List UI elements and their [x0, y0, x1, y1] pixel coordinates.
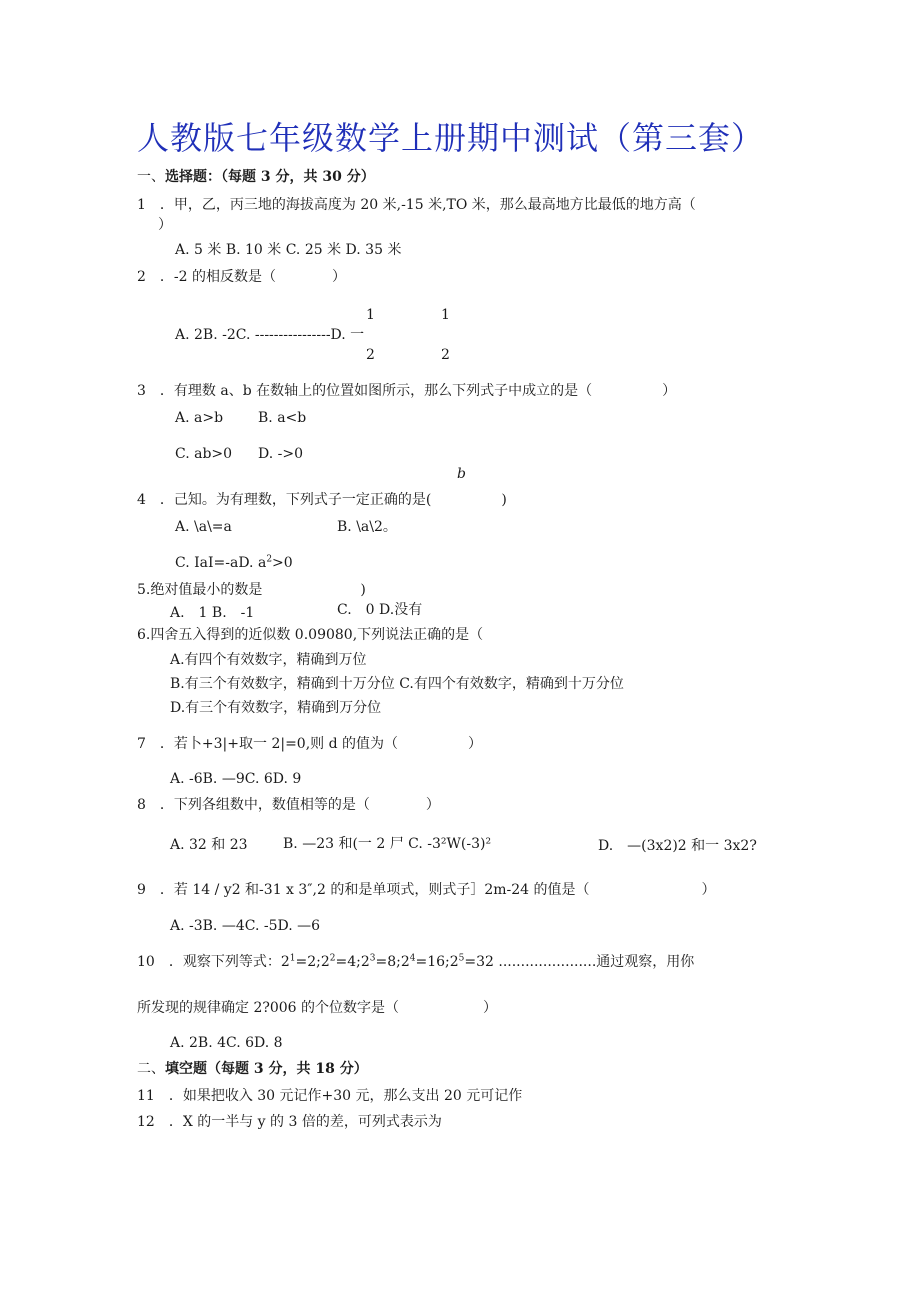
q1-stem: 1 ．甲，乙，丙三地的海拔高度为 20 米,-15 米,TO 米，那么最高地方比最低的地方高（	[137, 197, 696, 213]
q8-stem: 8 ．下列各组数中，数值相等的是（ ）	[137, 797, 440, 813]
q3-denominator: b	[457, 466, 466, 482]
q2-stem: 2 ．-2 的相反数是（ ）	[137, 269, 346, 285]
section-2-name: 填空题	[165, 1061, 207, 1077]
q4-options-cd-tail: >0	[272, 555, 293, 571]
q7-stem: 7 ．若卜+3|+取一 2|=0,则 d 的值为（ ）	[137, 736, 483, 752]
section-1-name: 选择题：	[165, 169, 221, 185]
q10-options: A. 2B. 4C. 6D. 8	[170, 1035, 283, 1051]
q2-options: A. 2B. -2C. ----------------D. 一	[175, 327, 365, 343]
q4-options-cd-text: C. IaI=-aD. a	[175, 555, 267, 571]
q12-stem: 12 ．X 的一半与 y 的 3 倍的差，可列式表示为	[137, 1114, 442, 1130]
q10-stem-line-2: 所发现的规律确定 2?006 的个位数字是（ ）	[137, 1000, 498, 1016]
q10-eq-2: =4;2	[335, 954, 370, 970]
q2-numerator-c: 1	[366, 307, 375, 323]
q10-eq-1: =2;2	[295, 954, 330, 970]
q2-numerator-d: 1	[441, 307, 450, 323]
q4-options-cd	[175, 554, 293, 572]
q5-stem: 5.绝对值最小的数是 )	[137, 582, 366, 598]
q8-options-bc: B. —23 和(一 2 尸 C. -3²W(-3)²	[283, 836, 492, 852]
q3-option-a: A. a>b	[175, 410, 224, 426]
q9-stem: 9 ．若 14 / y2 和-31 x 3″,2 的和是单项式，则式子］2m-24 的值是（ ）	[137, 882, 716, 898]
q6-stem: 6.四舍五入得到的近似数 0.09080,下列说法正确的是（	[137, 627, 484, 643]
page-title: 人教版七年级数学上册期中测试（第三套）	[137, 119, 765, 157]
q10-eq-3: =8;2	[375, 954, 410, 970]
q10-stem	[137, 953, 694, 971]
q5-options-ab: A. 1 B. -1	[170, 605, 255, 621]
q4-stem: 4 ．己知。为有理数，下列式子一定正确的是( )	[137, 492, 507, 508]
q8-option-a: A. 32 和 23	[170, 837, 248, 853]
q10-exp-3: 3	[369, 953, 376, 964]
q1-options: A. 5 米 B. 10 米 C. 25 米 D. 35 米	[175, 242, 402, 258]
q10-eq-5: =32 ......................通过观察，用你	[464, 954, 695, 970]
q11-stem: 11 ．如果把收入 30 元记作+30 元，那么支出 20 元可记作	[137, 1088, 523, 1104]
q10-exp-5: 5	[458, 953, 465, 964]
q10-stem-text: 10 ．观察下列等式：2	[137, 954, 290, 970]
q4-exponent: 2	[266, 554, 273, 565]
q10-eq-4: =16;2	[415, 954, 459, 970]
section-1-header	[137, 168, 375, 186]
q10-exp-1: 1	[289, 953, 296, 964]
q8-option-d: D. —(3x2)2 和一 3x2?	[598, 838, 757, 854]
section-1-prefix: 一、	[137, 169, 165, 185]
q7-options: A. -6B. —9C. 6D. 9	[170, 771, 302, 787]
q9-options: A. -3B. —4C. -5D. —6	[170, 918, 321, 934]
q2-denominator-d: 2	[441, 347, 450, 363]
q10-exp-4: 4	[409, 953, 416, 964]
q10-exp-2: 2	[329, 953, 336, 964]
q6-option-a: A.有四个有效数字，精确到万位	[170, 652, 367, 668]
section-1-note: （每题 3 分，共 30 分）	[221, 169, 375, 185]
q2-denominator-c: 2	[366, 347, 375, 363]
section-2-header	[137, 1060, 368, 1078]
section-2-note: （每题 3 分，共 18 分）	[207, 1061, 368, 1077]
q6-options-bc: B.有三个有效数字，精确到十万分位 C.有四个有效数字，精确到十万分位	[170, 676, 624, 692]
q3-stem: 3 ．有理数 a、b 在数轴上的位置如图所示，那么下列式子中成立的是（ ）	[137, 383, 677, 399]
q6-option-d: D.有三个有效数字，精确到万分位	[170, 700, 382, 716]
q3-option-d: D. ->0	[258, 446, 303, 462]
q4-option-b: B. \a\2。	[337, 519, 397, 535]
q3-option-b: B. a<b	[258, 410, 307, 426]
q1-stem-close: ）	[158, 217, 172, 233]
q3-option-c: C. ab>0	[175, 446, 233, 462]
q4-option-a: A. \a\=a	[175, 519, 232, 535]
q5-options-cd: C. 0 D.没有	[337, 602, 423, 618]
section-2-prefix: 二、	[137, 1061, 165, 1077]
